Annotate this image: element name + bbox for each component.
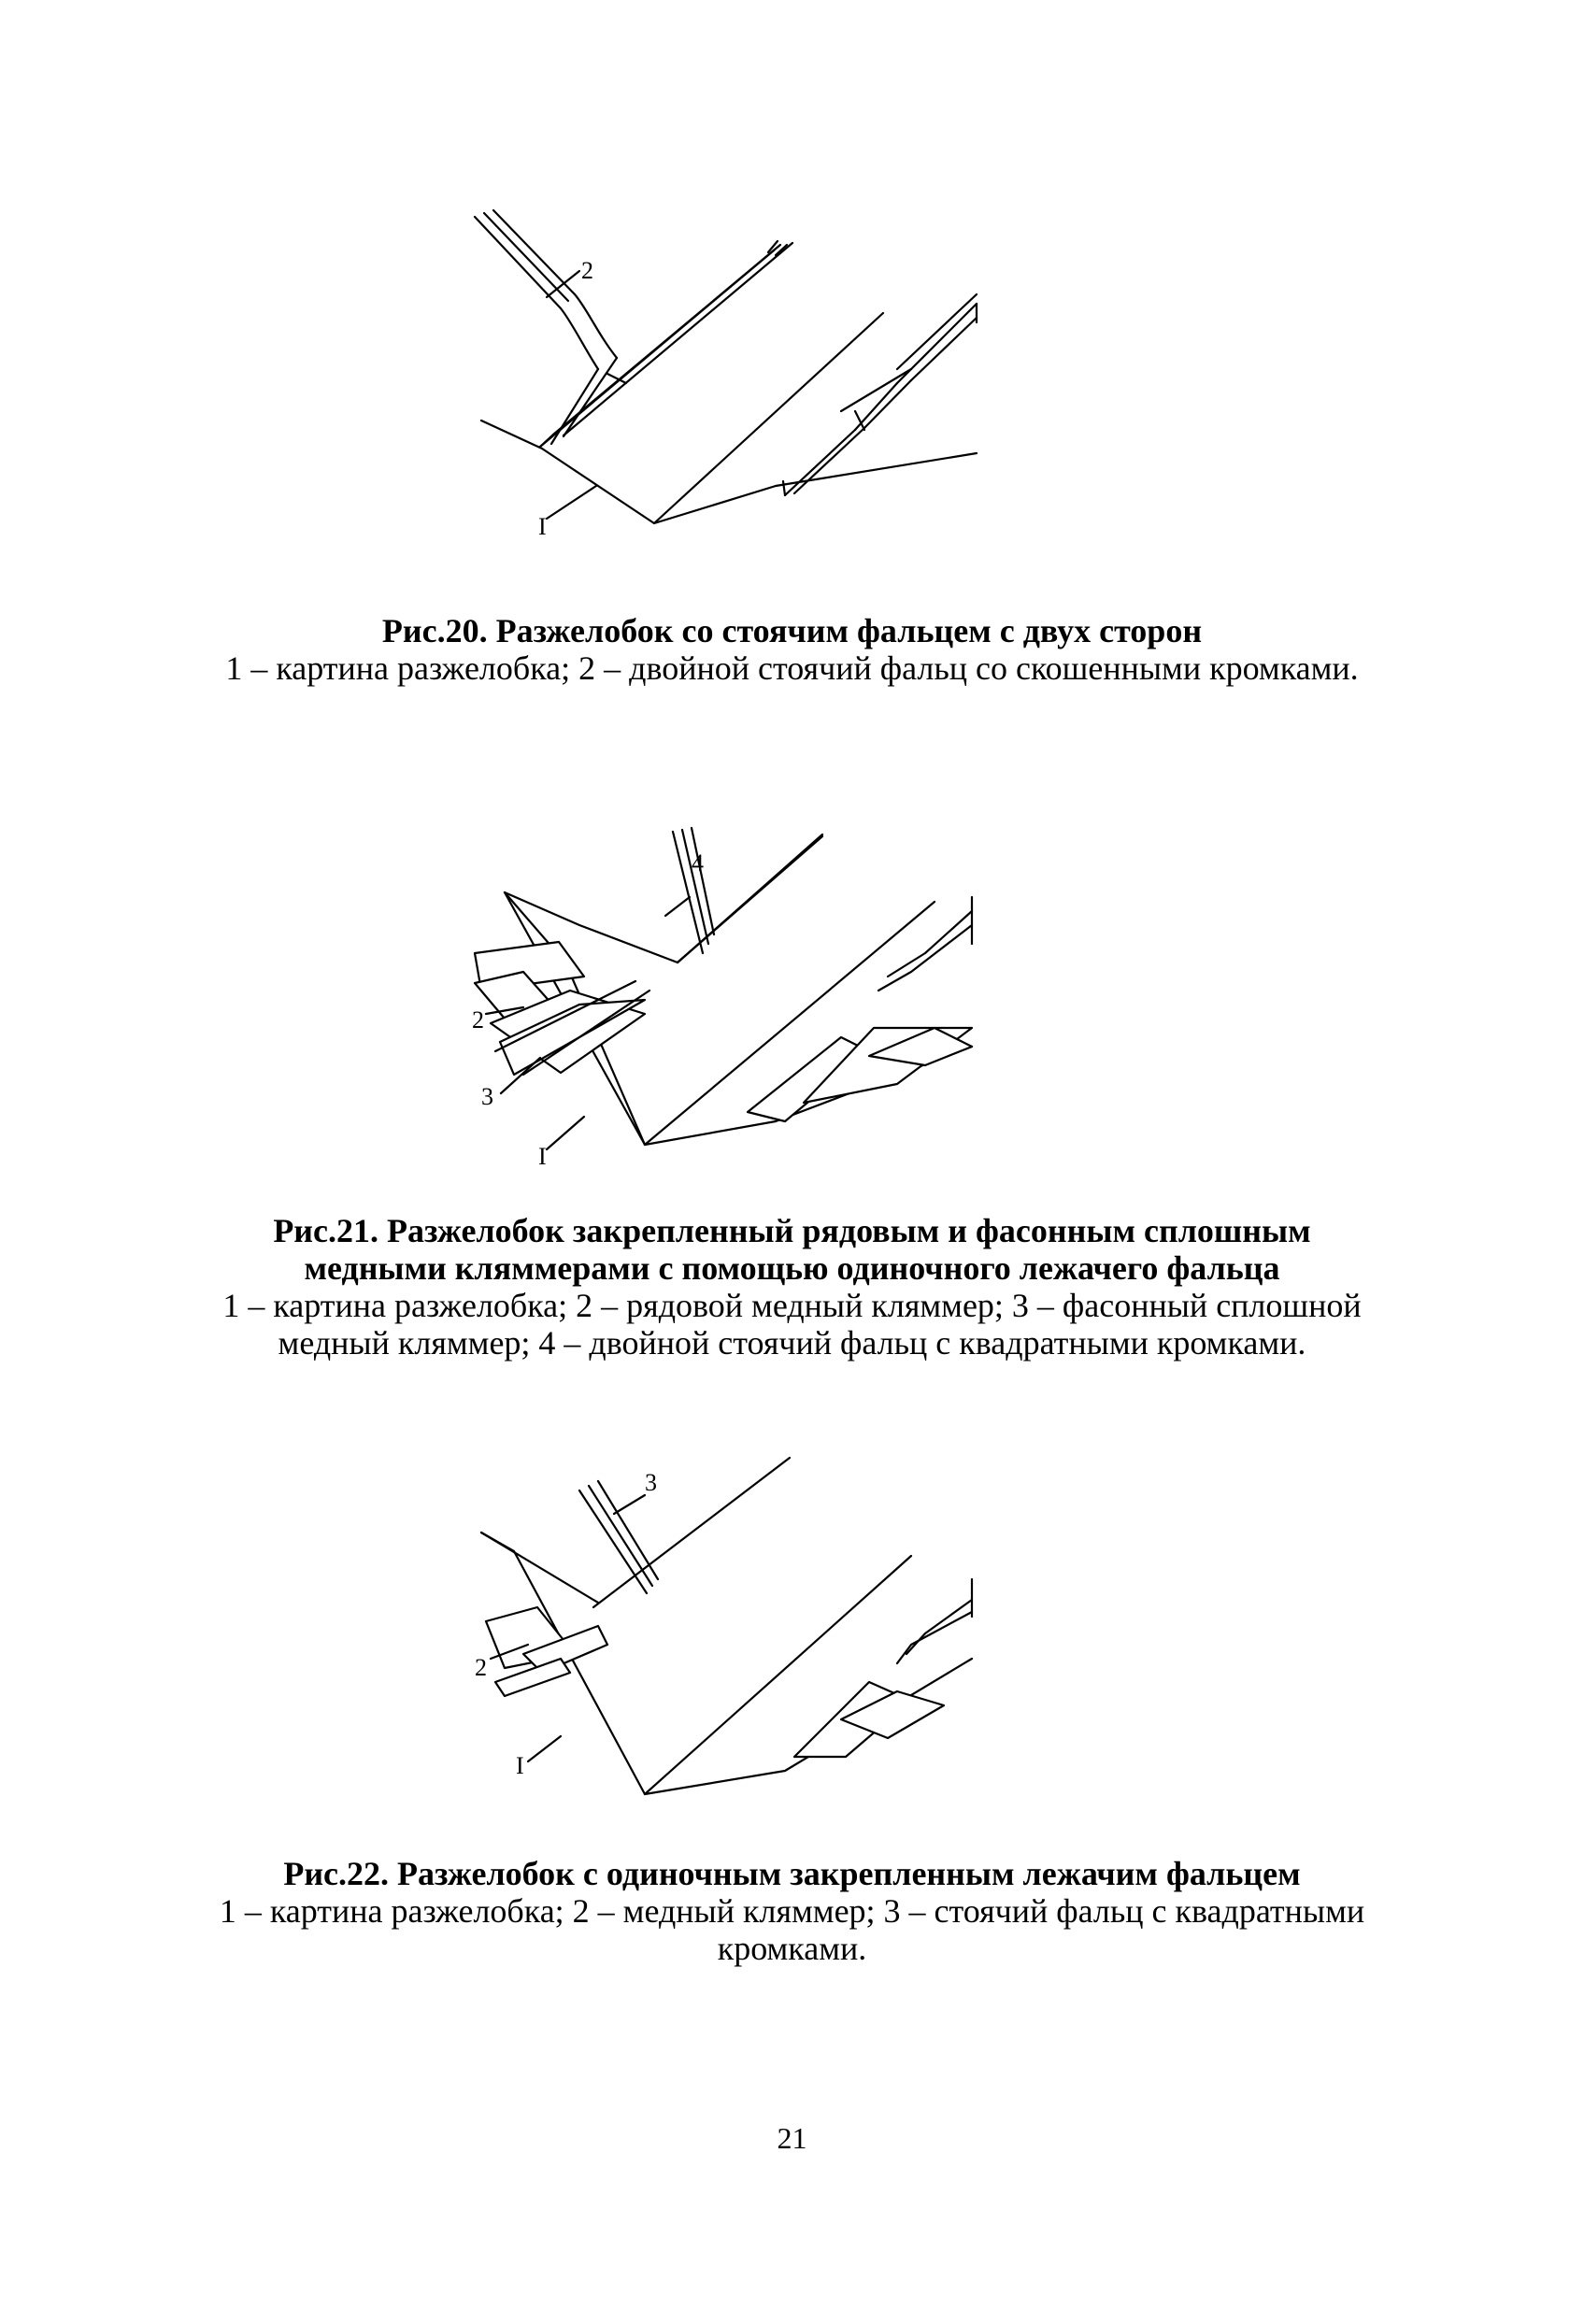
- figure-21-label-3: 3: [481, 1083, 493, 1110]
- figure-20-label-2: 2: [581, 257, 593, 284]
- figure-22-legend-line-1: 1 – картина разжелобка; 2 – медный кляммер; 3 – стоячий фальц с квадратными: [219, 1892, 1365, 1930]
- figure-22-title: Рис.22. Разжелобок с одиночным закрепленным лежачим фальцем: [283, 1855, 1301, 1892]
- figure-21-title-line-2: медными кляммерами с помощью одиночного лежачего фальца: [304, 1249, 1280, 1287]
- figure-20-title: Рис.20. Разжелобок со стоячим фальцем с двух сторон: [381, 612, 1203, 649]
- page-number: 21: [777, 2121, 807, 2155]
- figure-21-label-4: 4: [692, 849, 704, 877]
- figure-22-legend-line-2: кромками.: [717, 1930, 867, 1967]
- figure-21-label-1: I: [538, 1143, 547, 1170]
- figure-22-label-1: I: [516, 1752, 524, 1779]
- figure-22-label-2: 2: [475, 1654, 487, 1681]
- figure-20-legend: 1 – картина разжелобка; 2 – двойной стоячий фальц со скошенными кромками.: [225, 649, 1359, 687]
- figure-21-title-line-1: Рис.21. Разжелобок закрепленный рядовым и фасонным сплошным: [273, 1212, 1311, 1249]
- figure-20-label-1: I: [538, 513, 547, 540]
- figure-21-legend-line-2: медный кляммер; 4 – двойной стоячий фальц с квадратными кромками.: [278, 1324, 1306, 1362]
- figure-21-legend-line-1: 1 – картина разжелобка; 2 – рядовой медный кляммер; 3 – фасонный сплошной: [222, 1287, 1362, 1324]
- figure-21-label-2: 2: [472, 1006, 484, 1034]
- figure-22-caption: [0, 1855, 1584, 1967]
- figure-22-label-3: 3: [645, 1469, 657, 1496]
